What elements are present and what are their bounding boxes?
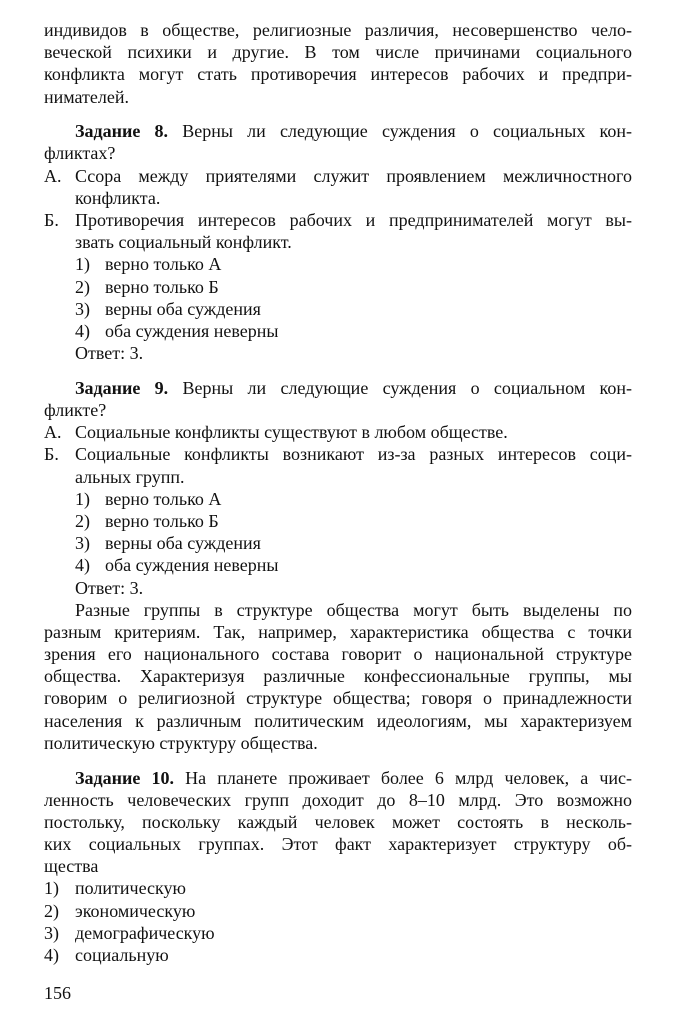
statement-a: [44, 165, 632, 187]
text-line: индивидов в обществе, религиозные различия, несовершенство чело-: [44, 20, 632, 40]
statement-b: [44, 209, 632, 231]
option-text: социальную: [75, 945, 169, 965]
option: [44, 900, 632, 922]
option-number: 1): [44, 878, 59, 899]
statement-text: Социальные конфликты возникают из-за разных интересов соци-: [75, 444, 632, 465]
option: [44, 276, 632, 298]
text-line: альных групп.: [75, 466, 185, 487]
task-title: Задание 9.: [75, 377, 169, 398]
option-number: 1): [75, 488, 90, 509]
option-text: политическую: [75, 878, 186, 899]
page-number: 156: [44, 983, 71, 1004]
statement-text: Противоречия интересов рабочих и предпринимателей могут вы-: [75, 210, 632, 230]
answer: Ответ: 3.: [75, 343, 144, 364]
option-text: верно только А: [105, 254, 222, 275]
option-text: оба суждения неверны: [105, 320, 279, 341]
option-number: 2): [75, 510, 90, 531]
task-heading: [44, 120, 632, 142]
option-text: верны оба суждения: [105, 533, 261, 554]
option: [44, 320, 632, 342]
text-line: политическую структуру общества.: [44, 732, 318, 753]
option: [44, 922, 632, 944]
text-line: звать социальный конфликт.: [75, 232, 292, 253]
option: [44, 510, 632, 532]
text-line: зрения его национального состава говорит о национальной структуре: [44, 644, 632, 665]
text-line: фликте?: [44, 400, 107, 420]
option-text: верны оба суждения: [105, 298, 261, 319]
option-number: 1): [75, 254, 90, 275]
task-heading: [44, 377, 632, 399]
option-number: 4): [75, 320, 90, 341]
statement-label: Б.: [44, 210, 59, 230]
option-number: 3): [75, 298, 90, 319]
task-question: На планете проживает более 6 млрд человек, а чис-: [185, 767, 632, 788]
statement-label: А.: [44, 422, 62, 443]
task-question: Верны ли следующие суждения о социальном кон-: [182, 377, 632, 398]
option: [44, 944, 632, 966]
statement-a: [44, 421, 632, 443]
structure-paragraph: [44, 599, 632, 754]
text-line: веческой психики и другие. В том числе причинами социального: [44, 42, 632, 63]
text-line: щества: [44, 856, 99, 877]
option-number: 3): [44, 922, 59, 943]
text-line: Разные группы в структуре общества могут быть выделены по: [75, 599, 632, 620]
option: [44, 298, 632, 320]
option-text: верно только А: [105, 488, 222, 509]
statement-label: Б.: [44, 444, 59, 465]
book-page: [44, 19, 632, 1004]
statement-b: [44, 443, 632, 465]
task-title: Задание 8.: [75, 121, 169, 142]
task-9: [44, 377, 632, 599]
answer: Ответ: 3.: [75, 577, 144, 598]
option-text: верно только Б: [105, 510, 219, 531]
text-line: разным критериям. Так, например, характеристика общества с точки: [44, 621, 632, 642]
text-line: конфликта могут стать противоречия интересов рабочих и предпри-: [44, 64, 632, 85]
task-question: Верны ли следующие суждения о социальных кон-: [182, 121, 632, 142]
text-line: нимателей.: [44, 86, 130, 107]
option-number: 3): [75, 533, 90, 554]
task-heading: [44, 767, 632, 789]
option: [44, 532, 632, 554]
task-title: Задание 10.: [75, 767, 174, 788]
option: [44, 554, 632, 576]
option-text: оба суждения неверны: [105, 555, 279, 576]
option: [44, 488, 632, 510]
text-line: ких социальных группах. Этот факт характеризует структуру об-: [44, 834, 632, 855]
statement-text: Социальные конфликты существуют в любом обществе.: [75, 422, 508, 443]
text-line: ленность человеческих групп доходит до 8–10 млрд. Это возможно: [44, 789, 632, 810]
option-number: 2): [75, 276, 90, 297]
task-8: [44, 120, 632, 364]
statement-text: Ссора между приятелями служит проявлением межличностного: [75, 165, 632, 186]
option-number: 4): [75, 555, 90, 576]
option-number: 2): [44, 900, 59, 921]
text-line: населения к различным политическим идеологиям, мы характеризуем: [44, 710, 632, 731]
text-line: общества. Характеризуя различные конфессиональные группы, мы: [44, 666, 632, 687]
text-line: говорим о религиозной структуре общества; говоря о принадлежности: [44, 688, 632, 709]
text-line: конфликта.: [75, 187, 161, 208]
option-text: верно только Б: [105, 276, 219, 297]
text-line: фликтах?: [44, 143, 116, 164]
statement-label: А.: [44, 165, 62, 186]
option-number: 4): [44, 945, 59, 965]
option-text: экономическую: [75, 900, 196, 921]
option-text: демографическую: [75, 922, 215, 943]
option: [44, 253, 632, 275]
task-10: [44, 767, 632, 967]
option: [44, 877, 632, 899]
intro-text: [44, 19, 632, 108]
text-line: постольку, поскольку каждый человек может состоять в несколь-: [44, 811, 632, 832]
